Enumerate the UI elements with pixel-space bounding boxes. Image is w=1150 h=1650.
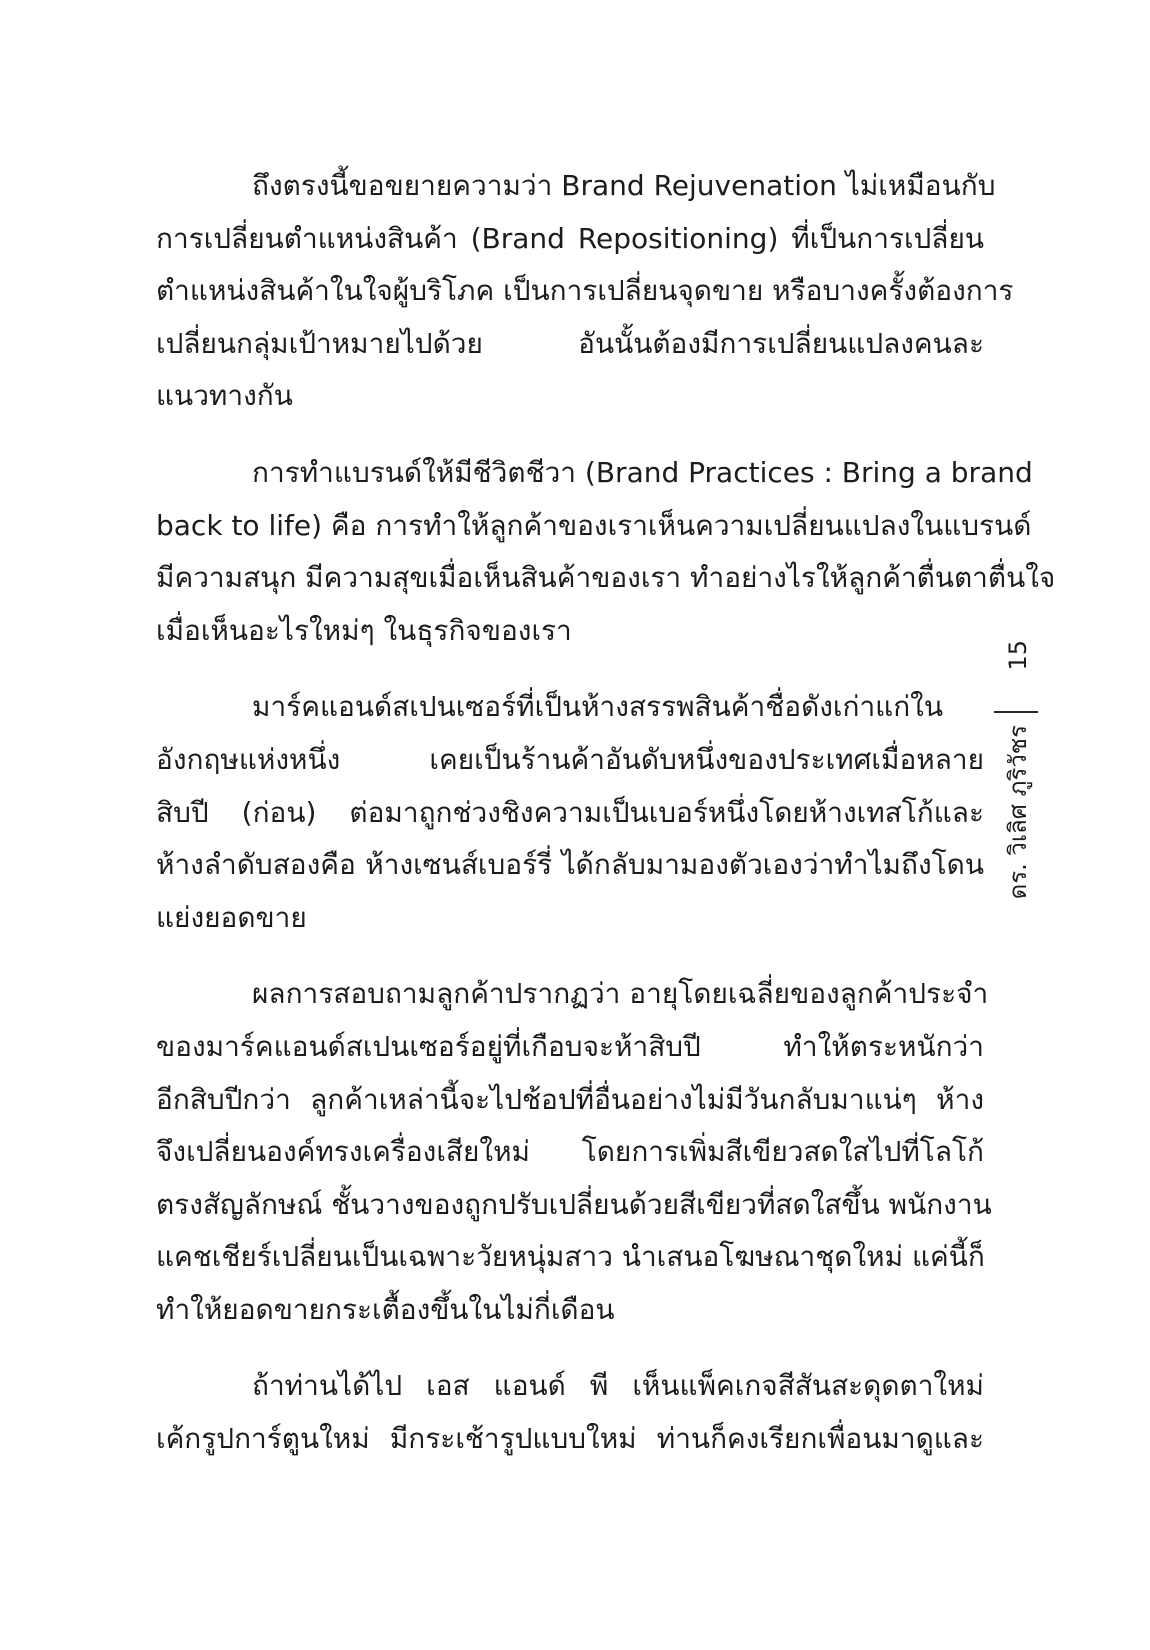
- text-line: back to life) คือ การทำให้ลูกค้าของเราเห็นความเปลี่ยนแปลงในแบรนด์: [156, 508, 1032, 542]
- text-line: ถ้าท่านได้ไป เอส แอนด์ พี เห็นแพ็คเกจสีสันสะดุดตาใหม่: [252, 1369, 984, 1403]
- paragraph-marks-and-spencer: [156, 681, 984, 944]
- text-line: ตำแหน่งสินค้าในใจผู้บริโภค เป็นการเปลี่ยนจุดขาย หรือบางครั้งต้องการ: [156, 274, 1014, 308]
- paragraph-brand-rejuvenation: [156, 160, 1014, 423]
- page-number: 15: [1004, 640, 1032, 671]
- text-line: การทำแบรนด์ให้มีชีวิตชีวา (Brand Practices : Bring a brand: [252, 455, 1033, 489]
- text-line: มีความสนุก มีความสุขเมื่อเห็นสินค้าของเรา ทำอย่างไรให้ลูกค้าตื่นตาตื่นใจ: [156, 561, 1056, 595]
- text-line: สิบปี (ก่อน) ต่อมาถูกช่วงชิงความเป็นเบอร์หนึ่งโดยห้างเทสโก้และ: [156, 795, 984, 829]
- text-line: เปลี่ยนกลุ่มเป้าหมายไปด้วย อันนั้นต้องมีการเปลี่ยนแปลงคนละ: [156, 326, 984, 360]
- text-line: ตรงสัญลักษณ์ ชั้นวางของถูกปรับเปลี่ยนด้วยสีเขียวที่สดใสขึ้น พนักงาน: [156, 1187, 992, 1221]
- text-line: การเปลี่ยนตำแหน่งสินค้า (Brand Repositioning) ที่เป็นการเปลี่ยน: [156, 221, 984, 255]
- text-line: ทำให้ยอดขายกระเตื้องขึ้นในไม่กี่เดือน: [156, 1292, 615, 1326]
- text-line: ของมาร์คแอนด์สเปนเซอร์อยู่ที่เกือบจะห้าสิบปี ทำให้ตระหนักว่า: [156, 1029, 984, 1063]
- text-line: ถึงตรงนี้ขอขยายความว่า Brand Rejuvenation ไม่เหมือนกับ: [252, 169, 996, 202]
- text-line: อังกฤษแห่งหนึ่ง เคยเป็นร้านค้าอันดับหนึ่งของประเทศเมื่อหลาย: [156, 742, 984, 776]
- text-line: แย่งยอดขาย: [156, 900, 307, 934]
- paragraph-s-and-p: [156, 1360, 984, 1465]
- text-line: แคชเชียร์เปลี่ยนเป็นเฉพาะวัยหนุ่มสาว นำเสนอโฆษณาชุดใหม่ แค่นี้ก็: [156, 1240, 985, 1274]
- text-line: แนวทางกัน: [156, 379, 293, 413]
- paragraph-customer-survey: [156, 968, 992, 1336]
- running-author-area: [1000, 725, 1036, 900]
- text-line: จึงเปลี่ยนองค์ทรงเครื่องเสียใหม่ โดยการเพิ่มสีเขียวสดใสไปที่โลโก้: [156, 1135, 984, 1169]
- page-number-area: [1000, 640, 1036, 700]
- text-line: เค้กรูปการ์ตูนใหม่ มีกระเช้ารูปแบบใหม่ ท่านก็คงเรียกเพื่อนมาดูและ: [156, 1422, 984, 1456]
- running-author: ดร. วิเลิศ ภูริวัชร: [1004, 725, 1032, 900]
- text-line: ห้างลำดับสองคือ ห้างเซนส์เบอร์รี่ ได้กลับมามองตัวเองว่าทำไมถึงโดน: [156, 848, 984, 882]
- text-line: ผลการสอบถามลูกค้าปรากฏว่า อายุโดยเฉลี่ยของลูกค้าประจำ: [252, 977, 989, 1011]
- margin-divider: [994, 711, 1038, 713]
- text-line: อีกสิบปีกว่า ลูกค้าเหล่านี้จะไปช้อปที่อื่นอย่างไม่มีวันกลับมาแน่ๆ ห้าง: [156, 1082, 984, 1116]
- text-line: มาร์คแอนด์สเปนเซอร์ที่เป็นห้างสรรพสินค้าชื่อดังเก่าแก่ใน: [252, 690, 943, 724]
- text-line: เมื่อเห็นอะไรใหม่ๆ ในธุรกิจของเรา: [156, 613, 572, 647]
